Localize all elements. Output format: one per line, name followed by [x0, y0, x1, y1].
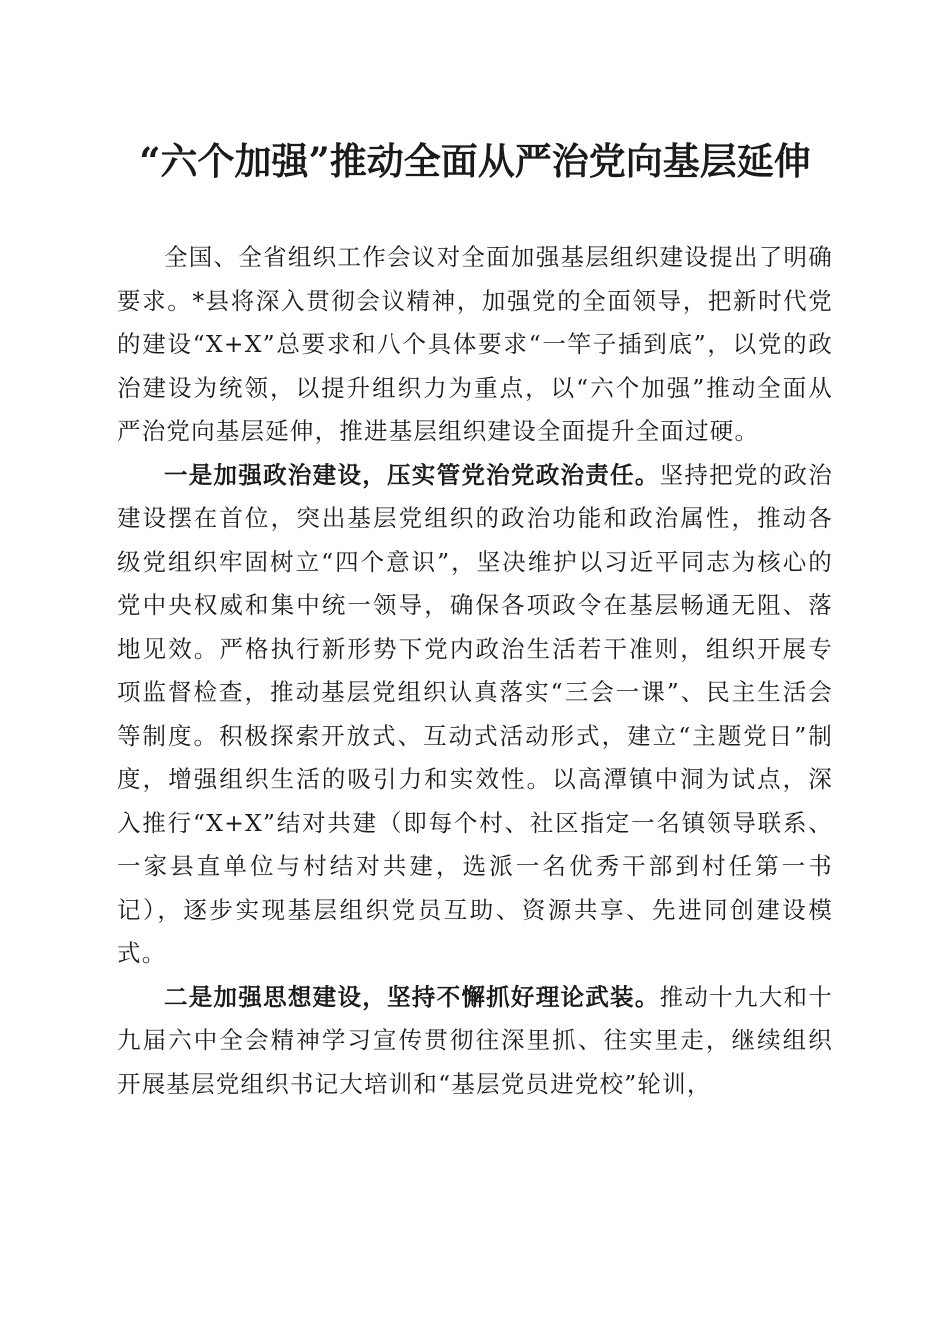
document-title: “六个加强”推动全面从严治党向基层延伸	[139, 139, 811, 183]
paragraph-lead: 二是加强思想建设，坚持不懈抓好理论武装。	[164, 982, 660, 1011]
paragraph-intro	[117, 236, 833, 454]
paragraph-political-building	[117, 454, 833, 976]
paragraph-lead: 一是加强政治建设，压实管党治党政治责任。	[164, 460, 660, 489]
paragraph-text: 坚持把党的政治建设摆在首位，突出基层党组织的政治功能和政治属性，推动各级党组织牢固树立“四个意识”，坚决维护以习近平同志为核心的党中央权威和集中统一领导，确保各项政令在基层畅通无阻、落地见效。严格执行新形势下党内政治生活若干准则，组织开展专项监督检查，推动基层党组织认真落实“三会一课”、民主生活会等制度。积极探索开放式、互动式活动形式，建立“主题党日”制度，增强组织生活的吸引力和实效性。以高潭镇中洞为试点，深入推行“X+X”结对共建（即每个村、社区指定一名镇领导联系、一家县直单位与村结对共建，选派一名优秀干部到村任第一书记），逐步实现基层组织党员互助、资源共享、先进同创建设模式。	[117, 460, 834, 967]
document-page	[117, 136, 833, 1106]
paragraph-text: 全国、全省组织工作会议对全面加强基层组织建设提出了明确要求。*县将深入贯彻会议精神，加强党的全面领导，把新时代党的建设“X+X”总要求和八个具体要求“一竿子插到底”，以党的政治建设为统领，以提升组织力为重点，以“六个加强”推动全面从严治党向基层延伸，推进基层组织建设全面提升全面过硬。	[117, 243, 833, 445]
paragraph-text: 推动十九大和十九届六中全会精神学习宣传贯彻往深里抓、往实里走，继续组织开展基层党组织书记大培训和“基层党员进党校”轮训，	[117, 982, 834, 1098]
paragraph-ideological-building	[117, 976, 833, 1107]
